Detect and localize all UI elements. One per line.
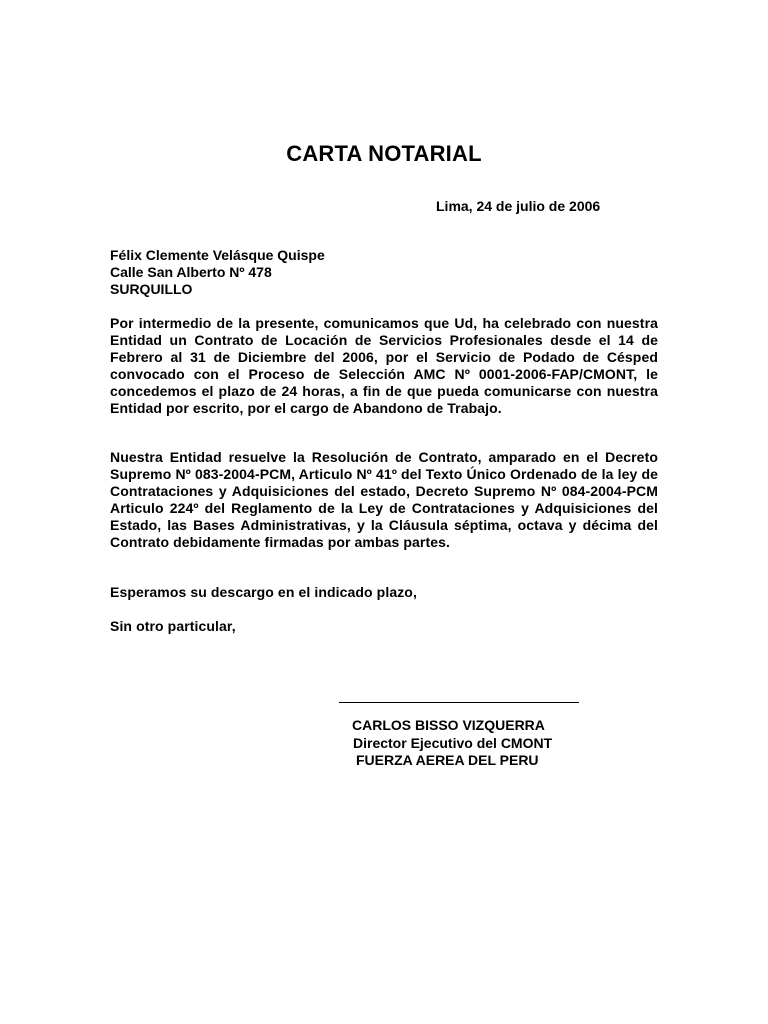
body-paragraph-1: Por intermedio de la presente, comunicamos que Ud, ha celebrado con nuestra Entidad un Contrato de Locación de Servicios Profesionales desde el 14 de Febrero al 31 de Diciembre del 2006, por el Servicio de Podado de Césped convocado con el Proceso de Selección AMC Nº 0001-2006-FAP/CMONT, le concedemos el plazo de 24 horas, a fin de que pueda comunicarse con nuestra Entidad por escrito, por el cargo de Abandono de Trabajo.: [110, 315, 658, 416]
recipient-name: Félix Clemente Velásque Quispe: [110, 247, 325, 263]
body-paragraph-2: Nuestra Entidad resuelve la Resolución de Contrato, amparado en el Decreto Supremo Nº 083-2004-PCM, Articulo Nº 41º del Texto Único Ordenado de la ley de Contrataciones y Adquisiciones del estado, Decreto Supremo Nº 084-2004-PCM Articulo 224º del Reglamento de la Ley de Contrataciones y Adquisiciones del Estado, las Bases Administrativas, y la Cláusula séptima, octava y décima del Contrato debidamente firmadas por ambas partes.: [110, 449, 658, 550]
recipient-district: SURQUILLO: [110, 281, 193, 297]
closing-line: Sin otro particular,: [110, 618, 236, 634]
recipient-block: [110, 247, 325, 298]
signatory-role: Director Ejecutivo del CMONT: [353, 735, 553, 751]
letter-date: Lima, 24 de julio de 2006: [436, 198, 601, 214]
signature-line: [339, 702, 579, 703]
body-paragraph-3: Esperamos su descargo en el indicado plazo,: [110, 584, 417, 600]
recipient-address: Calle San Alberto Nº 478: [110, 264, 272, 280]
signatory-name: CARLOS BISSO VIZQUERRA: [352, 717, 545, 733]
letter-title: CARTA NOTARIAL: [286, 141, 482, 166]
signatory-organization: FUERZA AEREA DEL PERU: [356, 752, 539, 768]
